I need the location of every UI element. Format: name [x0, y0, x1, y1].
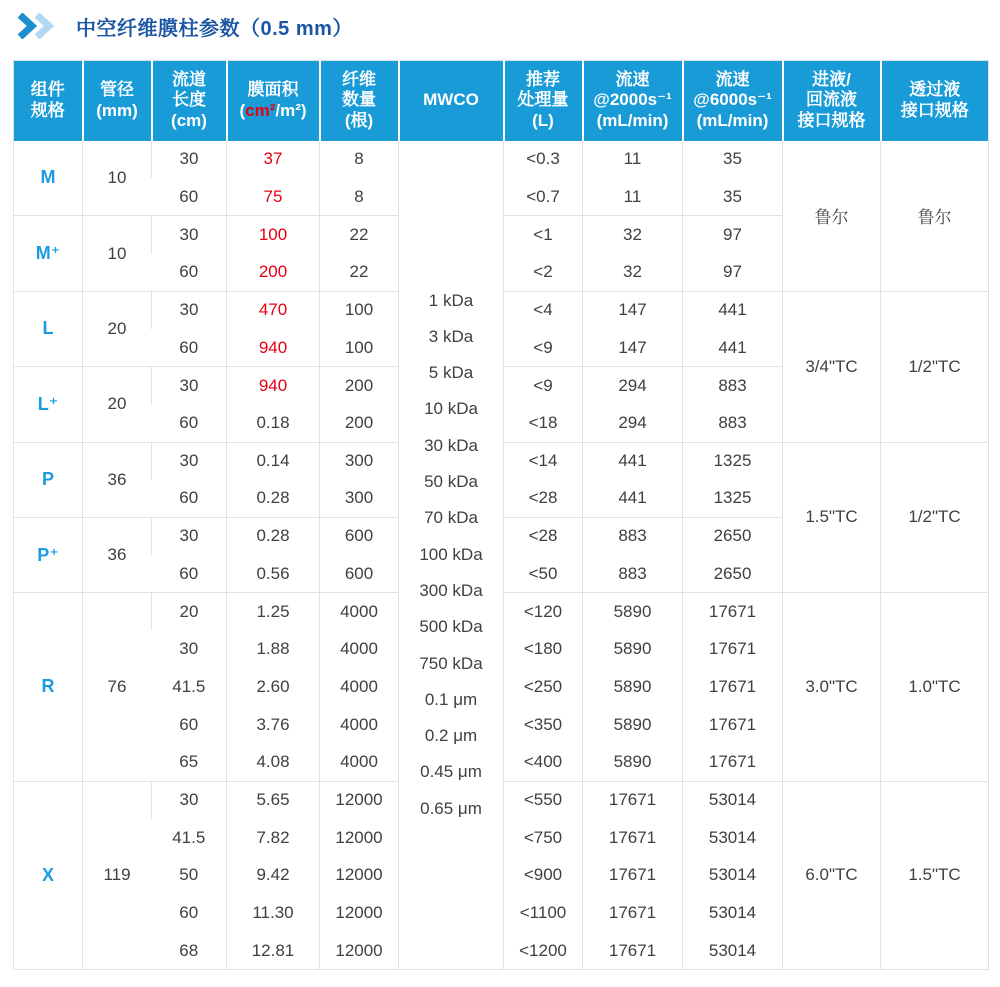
length-cell: 60 — [179, 488, 199, 508]
mwco-value: 0.65 μm — [420, 798, 482, 818]
header-line: (cm) — [171, 111, 207, 131]
header-line: 进液/ — [812, 69, 851, 89]
header-line: 回流液 — [806, 90, 857, 110]
length-cell: 30 — [152, 291, 227, 329]
header-line: (mm) — [96, 100, 138, 120]
spec-cell: L — [14, 291, 83, 366]
spec-table — [13, 60, 989, 970]
capacity-cell: <250 — [504, 668, 583, 706]
permeate-interface-cell: 1/2"TC — [881, 291, 989, 442]
fiber-cell: 8 — [320, 178, 399, 216]
header-line: 规格 — [30, 100, 65, 120]
fiber-cell: 22 — [320, 216, 399, 254]
flow2000-cell: 294 — [583, 367, 683, 405]
length-cell: 68 — [179, 940, 199, 960]
inlet-interface-cell: 3/4"TC — [783, 291, 881, 442]
fiber-cell: 4000 — [320, 668, 399, 706]
capacity-cell: <1200 — [504, 932, 583, 970]
header-line: 流速 — [715, 69, 750, 89]
capacity-cell: <750 — [504, 819, 583, 857]
spec-cell: R — [14, 593, 83, 781]
capacity-cell: <0.3 — [504, 141, 583, 179]
header-line: 处理量 — [517, 90, 569, 110]
permeate-interface-cell: 1.0"TC — [881, 593, 989, 781]
mwco-value: 0.1 μm — [424, 689, 478, 709]
capacity-cell: <180 — [504, 630, 583, 668]
col-header-capacity — [504, 61, 583, 141]
col-header-flow-6000 — [683, 61, 783, 141]
inlet-interface-cell: 3.0"TC — [783, 593, 881, 781]
col-header-membrane-area — [227, 61, 320, 141]
col-header-diameter — [83, 61, 152, 141]
capacity-cell: <0.7 — [504, 178, 583, 216]
capacity-cell: <120 — [504, 593, 583, 631]
mwco-value: 0.45 μm — [420, 762, 482, 782]
header-line: @6000s⁻¹ — [693, 90, 772, 110]
header-unit — [229, 101, 318, 122]
header-line: 透过液 — [909, 80, 961, 100]
flow6000-cell: 53014 — [683, 894, 783, 932]
fiber-cell: 8 — [320, 141, 399, 179]
area-cell: 200 — [227, 254, 320, 292]
mwco-value: 300 kDa — [419, 580, 483, 600]
flow2000-cell: 17671 — [583, 857, 683, 895]
fiber-cell: 200 — [320, 367, 399, 405]
mwco-value: 750 kDa — [419, 653, 483, 673]
area-cell: 4.08 — [227, 744, 320, 782]
header-line: 接口规格 — [797, 111, 866, 131]
mwco-value: 10 kDa — [424, 399, 478, 419]
area-cell: 75 — [227, 178, 320, 216]
fiber-cell: 12000 — [320, 932, 399, 970]
mwco-value: 100 kDa — [419, 544, 483, 564]
area-cell: 1.25 — [227, 593, 320, 631]
area-cell: 940 — [227, 367, 320, 405]
mwco-value: 30 kDa — [424, 435, 478, 455]
capacity-cell: <550 — [504, 781, 583, 819]
flow2000-cell: 883 — [583, 555, 683, 593]
area-cell: 7.82 — [227, 819, 320, 857]
flow6000-cell: 17671 — [683, 706, 783, 744]
area-cell: 0.28 — [227, 517, 320, 555]
length-cell: 30 — [152, 141, 227, 179]
spec-cell: L⁺ — [14, 367, 83, 442]
flow2000-cell: 17671 — [583, 781, 683, 819]
length-cell: 60 — [179, 903, 199, 923]
col-header-mwco — [399, 61, 504, 141]
length-cell: 30 — [152, 781, 227, 819]
page-title: 中空纤维膜柱参数（0.5 mm） — [76, 17, 353, 40]
flow6000-cell: 53014 — [683, 819, 783, 857]
capacity-cell: <18 — [504, 404, 583, 442]
col-header-fiber-count — [320, 61, 399, 141]
mwco-value: 500 kDa — [419, 617, 483, 637]
col-header-spec — [14, 61, 83, 141]
header-line: @2000s⁻¹ — [593, 90, 672, 110]
diameter-cell: 10 — [83, 141, 152, 216]
header-line: 推荐 — [526, 69, 560, 89]
mwco-value: 5 kDa — [428, 363, 474, 383]
area-cell: 0.14 — [227, 442, 320, 480]
flow2000-cell: 5890 — [583, 630, 683, 668]
header-unit-pre: ( — [239, 100, 246, 120]
capacity-cell: <9 — [504, 329, 583, 367]
fiber-cell: 600 — [320, 555, 399, 593]
flow6000-cell: 17671 — [683, 744, 783, 782]
spec-cell: X — [14, 781, 83, 969]
col-header-flow-2000 — [583, 61, 683, 141]
table-body — [14, 141, 989, 970]
fiber-cell: 100 — [320, 329, 399, 367]
flow6000-cell: 17671 — [683, 630, 783, 668]
length-cell: 60 — [179, 412, 199, 432]
length-cell: 60 — [179, 337, 199, 357]
spec-cell: P⁺ — [14, 517, 83, 592]
header-unit-red: cm² — [245, 100, 276, 120]
area-cell: 3.76 — [227, 706, 320, 744]
flow2000-cell: 32 — [583, 254, 683, 292]
diameter-cell: 36 — [83, 442, 152, 517]
length-cell: 41.5 — [172, 827, 206, 847]
area-cell: 940 — [227, 329, 320, 367]
permeate-interface-cell: 1/2"TC — [881, 442, 989, 593]
fiber-cell: 12000 — [320, 894, 399, 932]
flow2000-cell: 17671 — [583, 819, 683, 857]
area-cell: 11.30 — [227, 894, 320, 932]
double-chevron-right-icon — [16, 13, 56, 39]
fiber-cell: 4000 — [320, 744, 399, 782]
flow2000-cell: 441 — [583, 442, 683, 480]
length-cell: 30 — [152, 216, 227, 254]
flow2000-cell: 883 — [583, 517, 683, 555]
flow2000-cell: 11 — [583, 178, 683, 216]
flow2000-cell: 11 — [583, 141, 683, 179]
capacity-cell: <1100 — [504, 894, 583, 932]
area-cell: 470 — [227, 291, 320, 329]
capacity-cell: <1 — [504, 216, 583, 254]
fiber-cell: 600 — [320, 517, 399, 555]
fiber-cell: 12000 — [320, 857, 399, 895]
header-unit-post: /m²) — [275, 100, 307, 120]
flow2000-cell: 32 — [583, 216, 683, 254]
length-cell: 65 — [179, 752, 199, 772]
flow6000-cell: 97 — [683, 216, 783, 254]
area-cell: 12.81 — [227, 932, 320, 970]
length-cell: 30 — [152, 367, 227, 405]
mwco-value: 1 kDa — [428, 290, 474, 310]
flow2000-cell: 147 — [583, 329, 683, 367]
capacity-cell: <50 — [504, 555, 583, 593]
mwco-value: 3 kDa — [428, 326, 474, 346]
length-cell: 30 — [179, 639, 199, 659]
flow6000-cell: 35 — [683, 141, 783, 179]
mwco-value: 0.2 μm — [424, 726, 478, 746]
flow6000-cell: 441 — [683, 329, 783, 367]
flow2000-cell: 5890 — [583, 593, 683, 631]
header-line: 组件 — [30, 80, 65, 100]
flow2000-cell: 147 — [583, 291, 683, 329]
length-cell: 60 — [179, 714, 199, 734]
fiber-cell: 12000 — [320, 781, 399, 819]
flow6000-cell: 17671 — [683, 668, 783, 706]
area-cell: 5.65 — [227, 781, 320, 819]
length-cell: 60 — [179, 262, 199, 282]
length-cell: 30 — [152, 517, 227, 555]
flow2000-cell: 17671 — [583, 932, 683, 970]
diameter-cell: 10 — [83, 216, 152, 291]
mwco-value: 50 kDa — [424, 472, 478, 492]
flow2000-cell: 5890 — [583, 744, 683, 782]
area-cell: 37 — [227, 141, 320, 179]
diameter-cell: 76 — [83, 593, 152, 781]
flow6000-cell: 441 — [683, 291, 783, 329]
header-line: 长度 — [172, 90, 206, 110]
header-line: (根) — [344, 111, 374, 131]
mwco-cell — [399, 141, 504, 970]
fiber-cell: 200 — [320, 404, 399, 442]
header-line: 纤维 — [342, 69, 376, 89]
flow6000-cell: 53014 — [683, 781, 783, 819]
col-header-permeate-interface — [881, 61, 989, 141]
flow2000-cell: 5890 — [583, 706, 683, 744]
length-cell: 20 — [152, 593, 227, 631]
length-cell: 30 — [152, 442, 227, 480]
header-line: 膜面积 — [247, 80, 299, 100]
flow6000-cell: 53014 — [683, 932, 783, 970]
flow6000-cell: 883 — [683, 367, 783, 405]
capacity-cell: <350 — [504, 706, 583, 744]
area-cell: 9.42 — [227, 857, 320, 895]
flow6000-cell: 35 — [683, 178, 783, 216]
header-line: 接口规格 — [900, 100, 969, 120]
fiber-cell: 300 — [320, 480, 399, 518]
header-line: 流道 — [172, 69, 206, 89]
capacity-cell: <28 — [504, 480, 583, 518]
title-bar — [16, 8, 353, 44]
area-cell: 0.18 — [227, 404, 320, 442]
header-line: (L) — [532, 111, 554, 131]
flow6000-cell: 2650 — [683, 555, 783, 593]
capacity-cell: <9 — [504, 367, 583, 405]
col-header-inlet-interface — [783, 61, 881, 141]
fiber-cell: 4000 — [320, 706, 399, 744]
diameter-cell: 36 — [83, 517, 152, 592]
diameter-cell: 20 — [83, 291, 152, 366]
capacity-cell: <900 — [504, 857, 583, 895]
flow2000-cell: 294 — [583, 404, 683, 442]
area-cell: 0.28 — [227, 480, 320, 518]
capacity-cell: <400 — [504, 744, 583, 782]
table-row — [14, 141, 989, 179]
header-line: 管径 — [100, 80, 134, 100]
diameter-cell: 119 — [83, 781, 152, 969]
length-cell: 60 — [179, 563, 199, 583]
area-cell: 1.88 — [227, 630, 320, 668]
capacity-cell: <4 — [504, 291, 583, 329]
flow2000-cell: 17671 — [583, 894, 683, 932]
flow2000-cell: 5890 — [583, 668, 683, 706]
fiber-cell: 4000 — [320, 630, 399, 668]
flow6000-cell: 1325 — [683, 442, 783, 480]
header-line: 流速 — [615, 69, 650, 89]
flow6000-cell: 97 — [683, 254, 783, 292]
flow6000-cell: 1325 — [683, 480, 783, 518]
length-cell: 41.5 — [172, 676, 206, 696]
mwco-value: 70 kDa — [424, 508, 478, 528]
capacity-cell: <2 — [504, 254, 583, 292]
flow6000-cell: 53014 — [683, 857, 783, 895]
permeate-interface-cell: 鲁尔 — [881, 141, 989, 292]
table-header — [14, 61, 989, 141]
area-cell: 100 — [227, 216, 320, 254]
header-line: (mL/min) — [696, 111, 769, 131]
inlet-interface-cell: 1.5"TC — [783, 442, 881, 593]
header-line: MWCO — [423, 90, 479, 110]
flow2000-cell: 441 — [583, 480, 683, 518]
header-line: (mL/min) — [596, 111, 669, 131]
fiber-cell: 100 — [320, 291, 399, 329]
spec-cell: M — [40, 167, 56, 188]
diameter-cell: 20 — [83, 367, 152, 442]
area-cell: 0.56 — [227, 555, 320, 593]
flow6000-cell: 2650 — [683, 517, 783, 555]
fiber-cell: 300 — [320, 442, 399, 480]
flow6000-cell: 17671 — [683, 593, 783, 631]
fiber-cell: 22 — [320, 254, 399, 292]
fiber-cell: 12000 — [320, 819, 399, 857]
permeate-interface-cell: 1.5"TC — [881, 781, 989, 969]
capacity-cell: <14 — [504, 442, 583, 480]
header-line: 数量 — [342, 90, 376, 110]
area-cell: 2.60 — [227, 668, 320, 706]
flow6000-cell: 883 — [683, 404, 783, 442]
col-header-channel-length — [152, 61, 227, 141]
inlet-interface-cell: 鲁尔 — [783, 141, 881, 292]
capacity-cell: <28 — [504, 517, 583, 555]
spec-cell: P — [14, 442, 83, 517]
length-cell: 50 — [179, 865, 199, 885]
fiber-cell: 4000 — [320, 593, 399, 631]
spec-cell: M⁺ — [14, 216, 83, 291]
inlet-interface-cell: 6.0"TC — [783, 781, 881, 969]
length-cell: 60 — [179, 186, 199, 206]
header-row — [14, 61, 989, 141]
